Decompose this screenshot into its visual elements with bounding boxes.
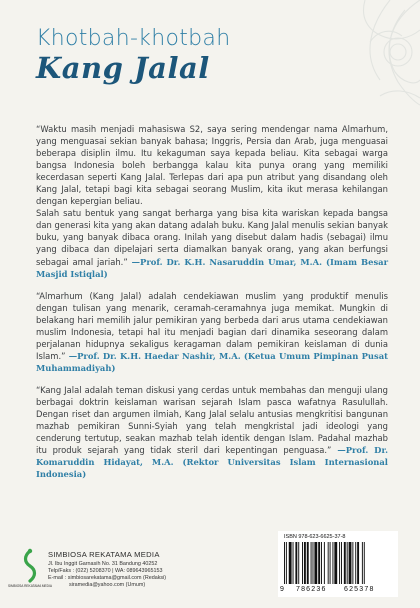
- barcode-bar: [341, 542, 342, 584]
- endorsement-text: “Almarhum (Kang Jalal) adalah cendekiawan muslim yang produktif menulis dengan tulisan yang menarik, ceramah-ceramahnya juga memikat. Mungkin di belakang hari memilih jalur pemikiran yang berbeda dari arus utama cendekiawan muslim Indonesia, tetapi hal itu menjadi bagian dari dinamika seseorang dalam perjalanan hidupnya sekaligus keragaman dalam pemikiran keislaman di dunia Islam.”: [36, 290, 388, 361]
- endorsement-2: [36, 290, 388, 374]
- barcode-bar: [311, 542, 312, 584]
- endorsement-1-paragraph-2: [36, 207, 388, 279]
- publisher-email: E-mail : simbiosarekatama@gmail.com (Redaksi): [48, 575, 167, 581]
- publisher-info: [8, 548, 218, 608]
- endorsements: [36, 123, 388, 490]
- barcode-bar: [334, 542, 337, 584]
- barcode-bar: [286, 542, 287, 584]
- barcode-digits-right: 625378: [344, 586, 375, 593]
- barcode-bar: [318, 542, 320, 584]
- title-line-2: Kang Jalal: [36, 51, 210, 85]
- barcode-bar: [313, 542, 314, 584]
- barcode-bar: [357, 542, 359, 584]
- publisher-phone: Telp/Faks : (022) 5208370 | WA: 089643965153: [48, 568, 163, 574]
- barcode-bar: [364, 542, 365, 584]
- barcode-bar: [362, 542, 363, 584]
- endorsement-text: “Kang Jalal adalah teman diskusi yang cerdas untuk membahas dan menguji ulang berbagai doktrin keislaman warisan sejarah Islam pasca wafatnya Rasulullah. Dengan riset dan argumen ilmiah, Kang Jalal selalu antusias mengkritisi bangunan mazhab pemikiran Sunni-Syiah yang telah mengkristal jadi ideologi yang cenderung tertutup, seakan mazhab telah identik dengan Islam. Padahal mazhab itu produk sejarah yang tidak steril dari kepentingan penguasa.”: [36, 384, 388, 456]
- barcode-bar: [321, 542, 322, 584]
- barcode-bar: [355, 542, 356, 584]
- barcode-bar: [344, 542, 346, 584]
- endorsement-attribution: —Prof. Dr. K.H. Nasaruddin Umar, M.A. (Imam Besar Masjid Istiqlal): [36, 256, 388, 279]
- endorsement-text: Salah satu bentuk yang sangat berharga yang bisa kita wariskan kepada bangsa dan generasi kita yang akan datang adalah buku. Kang Jalal menulis sekian banyak buku, yang banyak dibaca orang. Inilah yang disebut dalam hadis (sebagai) ilmu yang dibaca dan dipelajari serta diamalkan banyak orang, yang akan berfungsi sebagai amal jariah.”: [36, 208, 388, 267]
- barcode-bar: [352, 542, 353, 584]
- barcode-bar: [302, 542, 303, 584]
- barcode-digits-left: 786236: [296, 586, 327, 593]
- publisher-address: Jl. Ibu Inggit Garnasih No. 31 Bandung 40252: [48, 561, 158, 567]
- barcode-bar: [289, 542, 292, 584]
- barcode-bar: [324, 542, 325, 584]
- publisher-name: SIMBIOSA REKATAMA MEDIA: [48, 550, 160, 559]
- barcode-bar: [314, 542, 317, 584]
- barcode-bar: [330, 542, 331, 584]
- barcode-bar: [293, 542, 294, 584]
- barcode-bar: [349, 542, 352, 584]
- publisher-email-secondary: siramedia@yahoo.com (Umum): [48, 582, 146, 588]
- barcode-bar: [332, 542, 333, 584]
- publisher-logo-icon: [8, 548, 52, 590]
- endorsement-3: [36, 384, 388, 480]
- barcode-digit-first: 9: [280, 586, 284, 593]
- barcode-bar: [304, 542, 306, 584]
- barcode-bar: [347, 542, 348, 584]
- floral-ornament: [270, 0, 420, 120]
- isbn-text: ISBN 978-623-6625-37-8: [284, 534, 346, 540]
- barcode-bar: [339, 542, 340, 584]
- barcode-bar: [298, 542, 299, 584]
- barcode-bar: [295, 542, 297, 584]
- logo-label: SIMBIOSA REKATAMA MEDIA: [8, 584, 52, 588]
- book-title: [36, 26, 230, 85]
- endorsement-attribution: —Prof. Dr. K.H. Haedar Nashir, M.A. (Ketua Umum Pimpinan Pusat Muhammadiyah): [36, 350, 388, 373]
- barcode-bar: [328, 542, 329, 584]
- endorsement-1-paragraph-1: “Waktu masih menjadi mahasiswa S2, saya sering mendengar nama Almarhum, yang menguasai sekian banyak bahasa; Inggris, Persia dan Arab, juga menguasai beberapa disiplin ilmu. Itu kekaguman saya kepada beliau. Kita sebagai warga bangsa Indonesia boleh berbangga kalau kita punya orang yang memiliki kecerdasan seperti Kang Jalal. Terlepas dari apa pun atribut yang disandang oleh Kang Jalal, tetapi bagi kita sebagai seorang Muslim, kita ikut merasa kehilangan dengan kepergian beliau.: [36, 124, 388, 207]
- barcode-bar: [284, 542, 285, 584]
- barcode: [278, 531, 398, 597]
- barcode-bar: [307, 542, 309, 584]
- title-line-1: Khotbah-khotbah: [36, 26, 231, 51]
- barcode-bars: [284, 542, 392, 584]
- endorsement-attribution: —Prof. Dr. Komaruddin Hidayat, M.A. (Rektor Universitas Islam Internasional Indonesia): [36, 445, 389, 480]
